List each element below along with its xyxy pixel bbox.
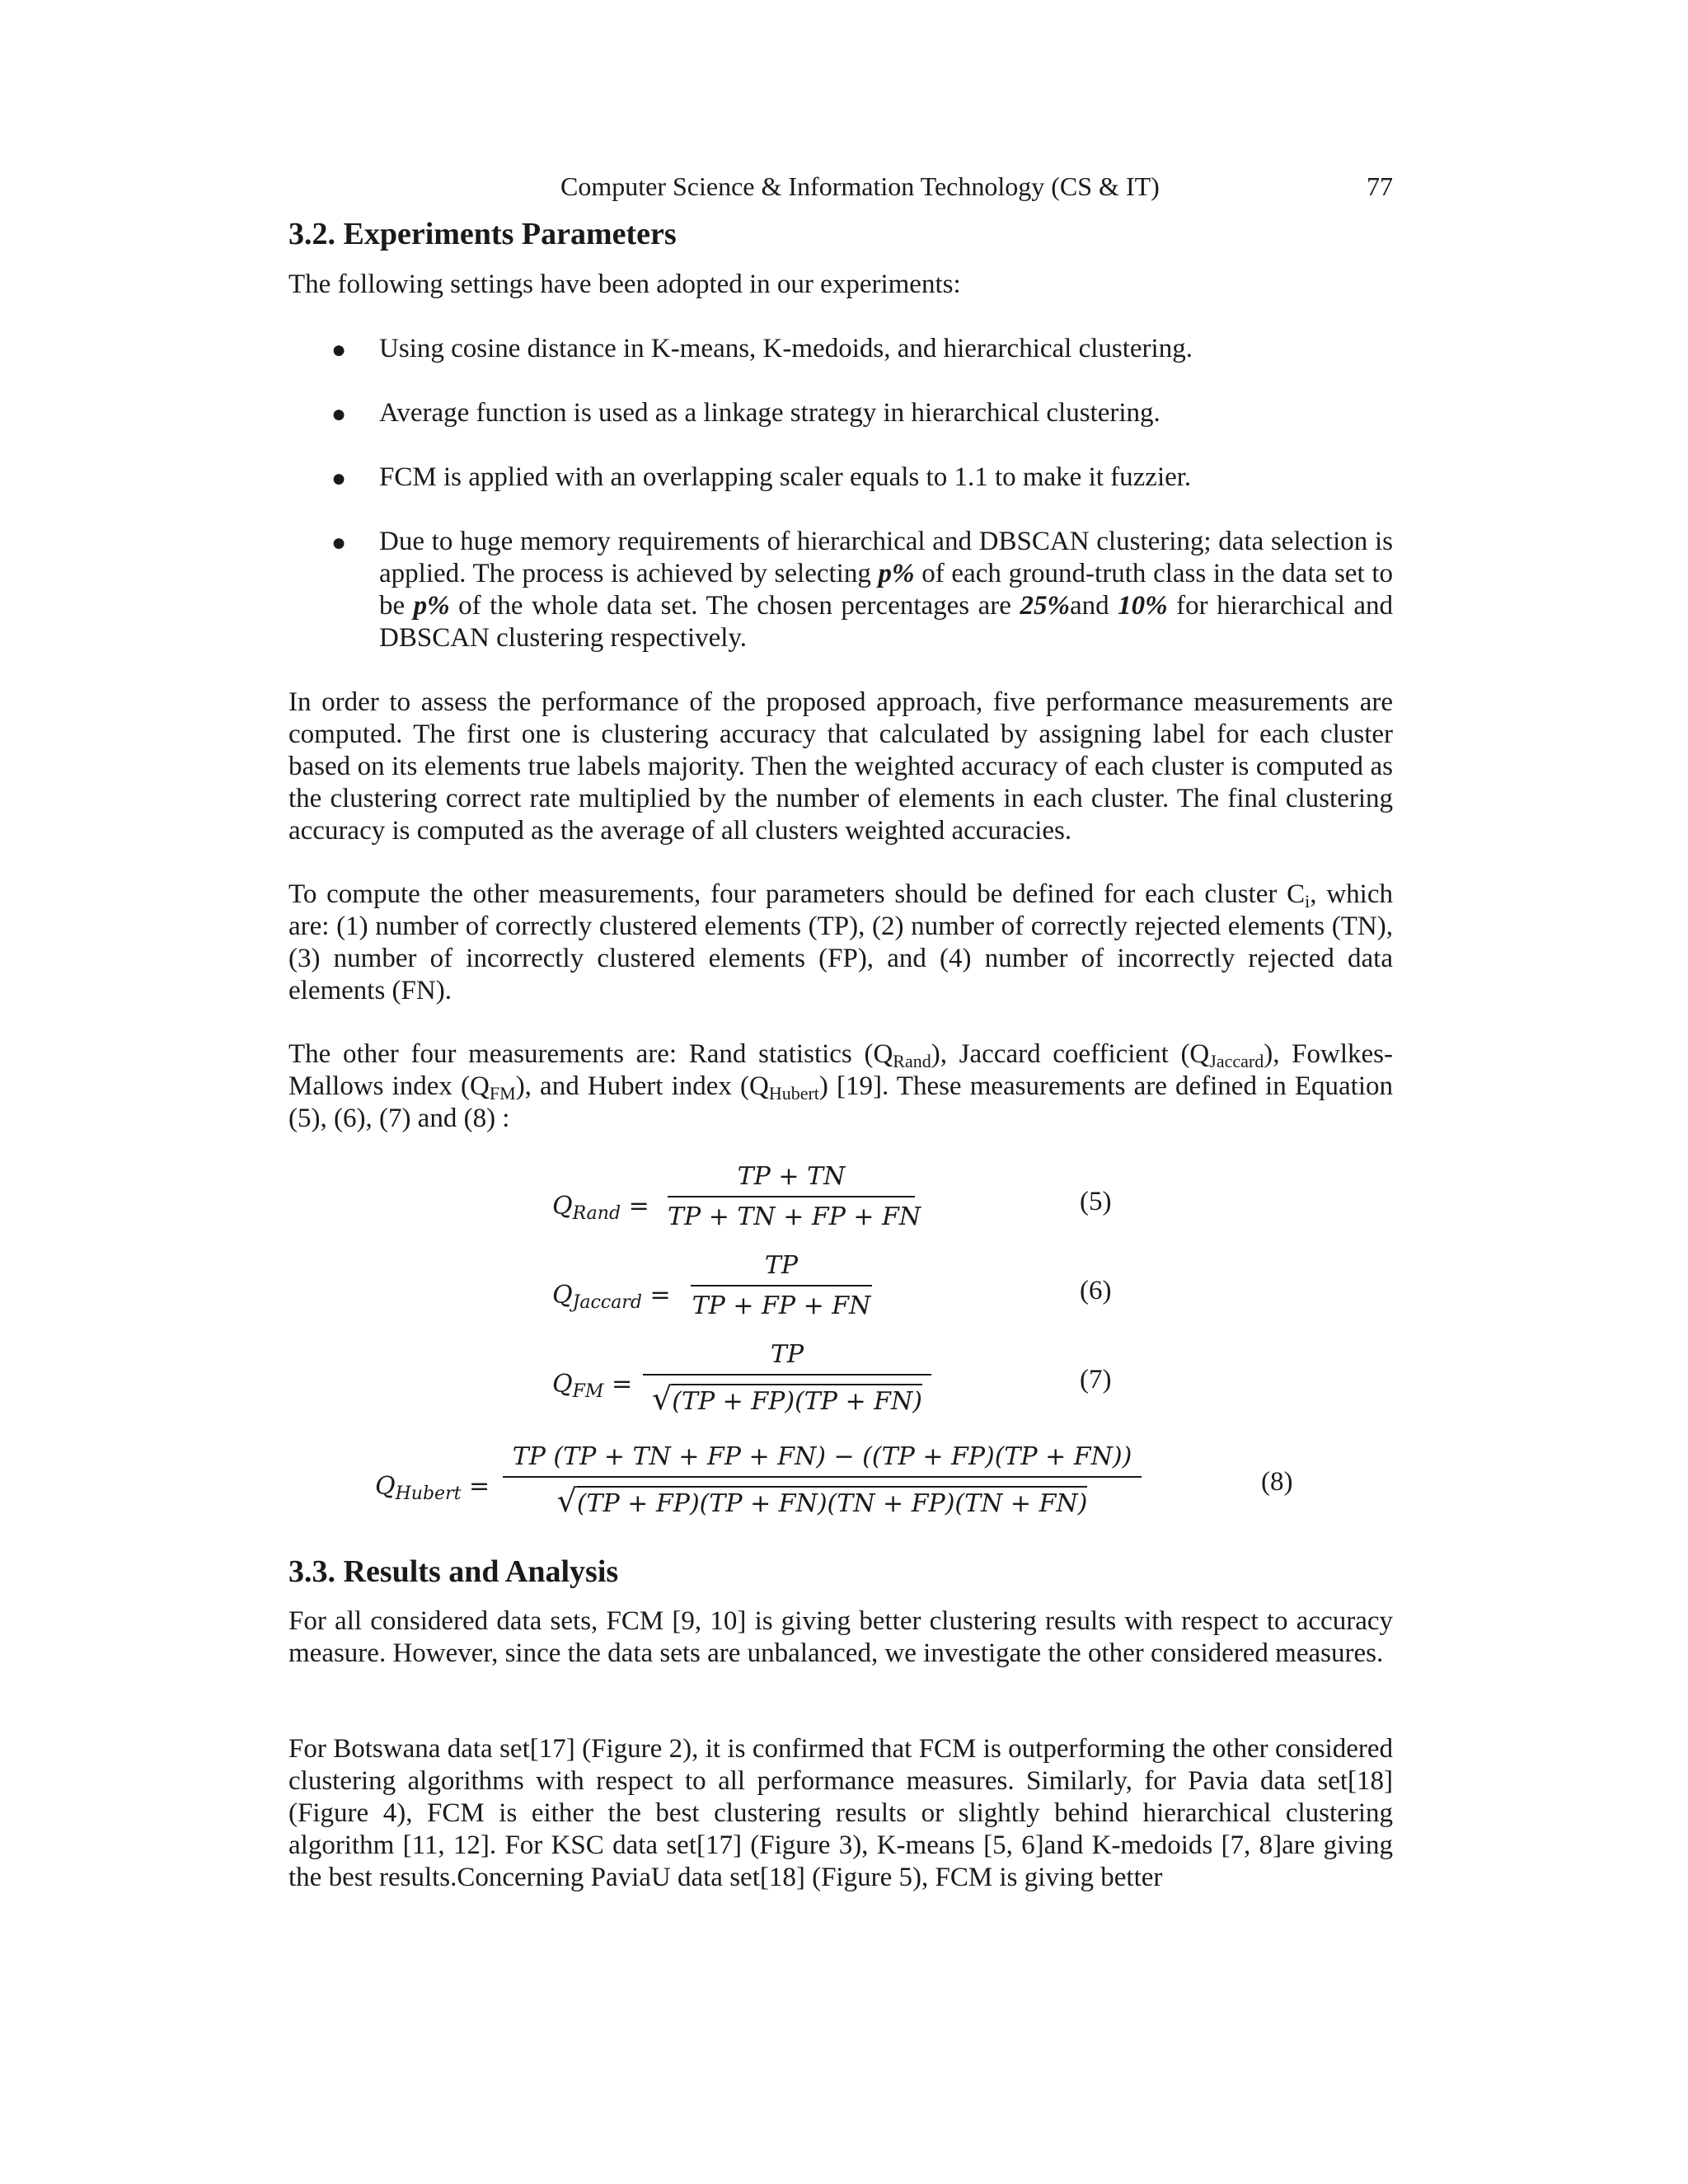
page-number: 77 [1367,171,1393,201]
bullet-item-4: Due to huge memory requirements of hierarchical and DBSCAN clustering; data selection is applied. The process is achieved by selecting p% of each ground-truth class in the data set to be p% of the whole data set. The chosen percentages are 25%and 10% for hierarchical and DBSCAN clustering respectively. [379,527,1393,653]
running-header: Computer Science & Information Technology (CS & IT) [560,171,1160,201]
equation-7-numerator: TP [770,1340,804,1369]
paragraph-results-2: For Botswana data set[17] (Figure 2), it is confirmed that FCM is outperforming the other considered clustering algorithms with respect to all performance measures. Similarly, for Pavia data set[18] (Figure 4), FCM is either the best clustering results or slightly behind hierarchical clustering algorithm [11, 12]. For KSC data set[17] (Figure 3), K-means [5, 6]and K-medoids [7, 8]are giving the best results.Concerning PaviaU data set[18] (Figure 5), FCM is giving better [288,1734,1393,1892]
paragraph-results-1: For all considered data sets, FCM [9, 10] is giving better clustering results with respect to accuracy measure. However, since the data sets are unbalanced, we investigate the other considered measures. [288,1606,1393,1668]
equation-5-label: (5) [1080,1187,1112,1216]
equation-6-denominator: TP + FP + FN [692,1291,871,1320]
percent-var: p% [878,559,915,588]
bullet-marker: ● [331,401,347,428]
bullet-marker: ● [331,529,347,556]
equation-6-numerator: TP [764,1251,799,1280]
equation-5-numerator: TP + TN [737,1162,846,1191]
percent-value: 10% [1118,591,1168,621]
equation-6-label: (6) [1080,1276,1112,1305]
bullet-marker: ● [331,336,347,363]
paragraph-parameters: To compute the other measurements, four parameters should be defined for each cluster $C_i$, which are: (1) number of correctly clustered elements (TP), (2) number of correctly rejected elements (TN), (3) number of incorrectly clustered elements (FP), and (4) number of incorrectly rejected data elements (FN). [288,879,1393,1005]
section-heading-3-2: 3.2. Experiments Parameters [288,217,677,251]
equation-8-denominator: (TP + FP)(TP + FN)(TN + FP)(TN + FN) [577,1486,1088,1518]
equation-8-label: (8) [1261,1467,1293,1497]
equation-7-denominator: (TP + FP)(TP + FN) [672,1384,922,1416]
paragraph-measurements: The other four measurements are: Rand statistics $(Q_{Rand})$, Jaccard coefficient $(Q_{Jaccard})$, Fowlkes-Mallows index $(Q_{FM})$, and Hubert index $(Q_{Hubert})$ [19]. These measurements are defined in Equation (5), (6), (7) and (8) : [288,1039,1393,1133]
section-intro: The following settings have been adopted in our experiments: [288,269,961,299]
section-heading-3-3: 3.3. Results and Analysis [288,1554,619,1589]
equation-7-label: (7) [1080,1365,1112,1394]
equation-5-denominator: TP + TN + FP + FN [668,1202,921,1231]
bullet-item-2: Average function is used as a linkage strategy in hierarchical clustering. [379,398,1160,428]
bullet-item-3: FCM is applied with an overlapping scaler equals to 1.1 to make it fuzzier. [379,462,1192,492]
percent-var: p% [413,591,450,621]
paragraph-accuracy: In order to assess the performance of the proposed approach, five performance measurements are computed. The first one is clustering accuracy that calculated by assigning label for each cluster based on its elements true labels majority. Then the weighted accuracy of each cluster is computed as the clustering correct rate multiplied by the number of elements in each cluster. The final clustering accuracy is computed as the average of all clusters weighted accuracies. [288,687,1393,846]
bullet-marker: ● [331,465,347,492]
bullet-item-1: Using cosine distance in K-means, K-medoids, and hierarchical clustering. [379,334,1193,363]
equation-8-numerator: TP (TP + TN + FP + FN) − ((TP + FP)(TP + FN)) [512,1442,1132,1471]
percent-value: 25% [1020,591,1070,621]
